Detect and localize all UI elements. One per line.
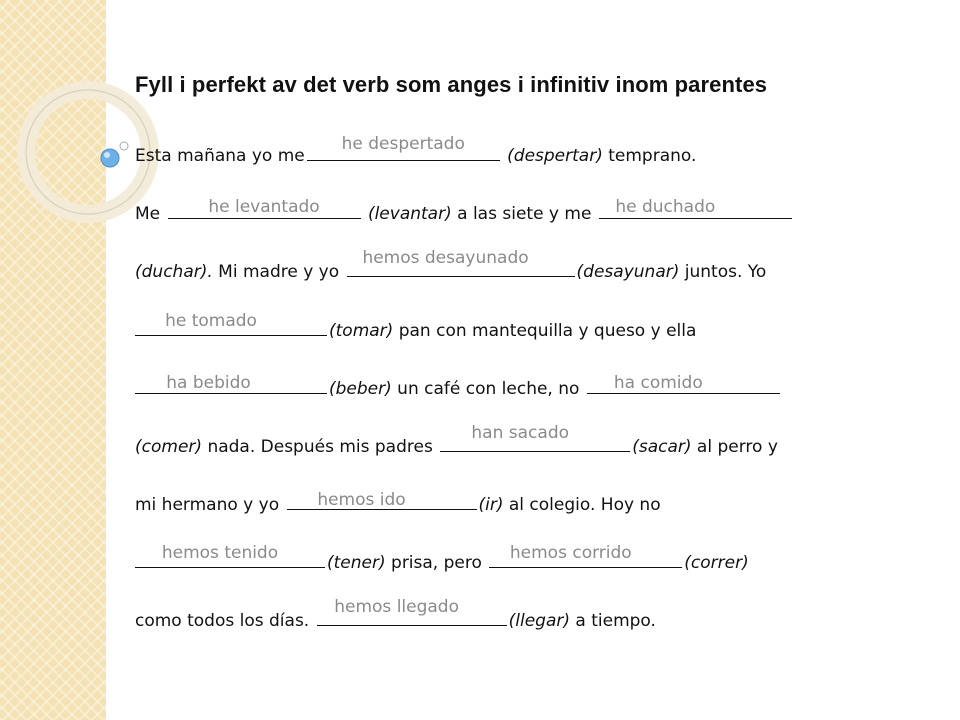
answer-text: he levantado — [208, 197, 320, 217]
infinitive-hint: (desayunar) — [576, 262, 680, 282]
answer-text: hemos llegado — [334, 597, 459, 617]
text-segment: Esta mañana yo me — [135, 146, 305, 166]
text-segment: Me — [135, 204, 161, 224]
answer-blank[interactable] — [347, 248, 575, 277]
answer-text: he despertado — [341, 134, 465, 154]
infinitive-hint: (llegar) — [508, 611, 570, 631]
infinitive-hint: (levantar) — [367, 204, 452, 224]
text-segment: a las siete y me — [457, 204, 592, 224]
infinitive-hint: (tomar) — [329, 321, 394, 341]
answer-text: ha comido — [613, 373, 703, 393]
infinitive-hint: (correr) — [684, 553, 749, 573]
infinitive-hint: (despertar) — [507, 146, 603, 166]
text-segment: temprano. — [608, 146, 697, 166]
sentence-line-4 — [135, 311, 697, 343]
text-segment: prisa, pero — [391, 553, 482, 573]
sentence-line-9 — [135, 597, 656, 633]
answer-blank[interactable] — [135, 543, 325, 568]
answer-blank[interactable] — [135, 311, 327, 336]
text-segment: al perro y — [696, 437, 778, 457]
text-segment: nada. Después mis padres — [207, 437, 433, 457]
answer-text: hemos desayunado — [362, 248, 529, 268]
text-segment: un café con leche, no — [397, 379, 580, 399]
sentence-line-7 — [135, 489, 661, 517]
sentence-line-6 — [135, 423, 778, 459]
sentence-line-1 — [135, 134, 697, 168]
text-segment: juntos. Yo — [684, 262, 767, 282]
answer-text: ha bebido — [166, 373, 251, 393]
sentence-line-3 — [135, 248, 767, 284]
sentence-line-5 — [135, 373, 782, 401]
sentence-line-2 — [135, 198, 794, 226]
answer-blank[interactable] — [599, 198, 792, 219]
infinitive-hint: (ir) — [478, 495, 504, 515]
answer-blank[interactable] — [440, 423, 630, 452]
answer-text: hemos tenido — [161, 543, 279, 563]
answer-blank[interactable] — [317, 597, 507, 626]
text-segment: pan con mantequilla y queso y ella — [398, 321, 697, 341]
infinitive-hint: (comer) — [135, 437, 203, 457]
answer-text: hemos corrido — [509, 543, 632, 563]
text-segment: como todos los días. — [135, 611, 310, 631]
answer-blank[interactable] — [287, 489, 477, 510]
text-segment: mi hermano y yo — [135, 495, 280, 515]
answer-blank[interactable] — [168, 198, 361, 219]
infinitive-hint: (tener) — [327, 553, 386, 573]
answer-text: he duchado — [615, 197, 716, 217]
infinitive-hint: (beber) — [329, 379, 392, 399]
sentence-line-8 — [135, 543, 749, 575]
page-title: Fyll i perfekt av det verb som anges i infinitiv inom parentes — [135, 72, 768, 97]
answer-text: he tomado — [165, 311, 257, 331]
answer-blank[interactable] — [587, 373, 780, 394]
answer-text: hemos ido — [317, 490, 406, 510]
infinitive-hint: (sacar) — [632, 437, 692, 457]
text-segment: Mi madre y yo — [218, 262, 340, 282]
answer-blank[interactable] — [307, 134, 500, 161]
answer-blank[interactable] — [489, 543, 682, 568]
text-segment: al colegio. Hoy no — [508, 495, 661, 515]
text-segment: a tiempo. — [575, 611, 656, 631]
answer-text: han sacado — [471, 423, 570, 443]
infinitive-hint: (duchar). — [135, 262, 213, 282]
answer-blank[interactable] — [135, 373, 327, 394]
